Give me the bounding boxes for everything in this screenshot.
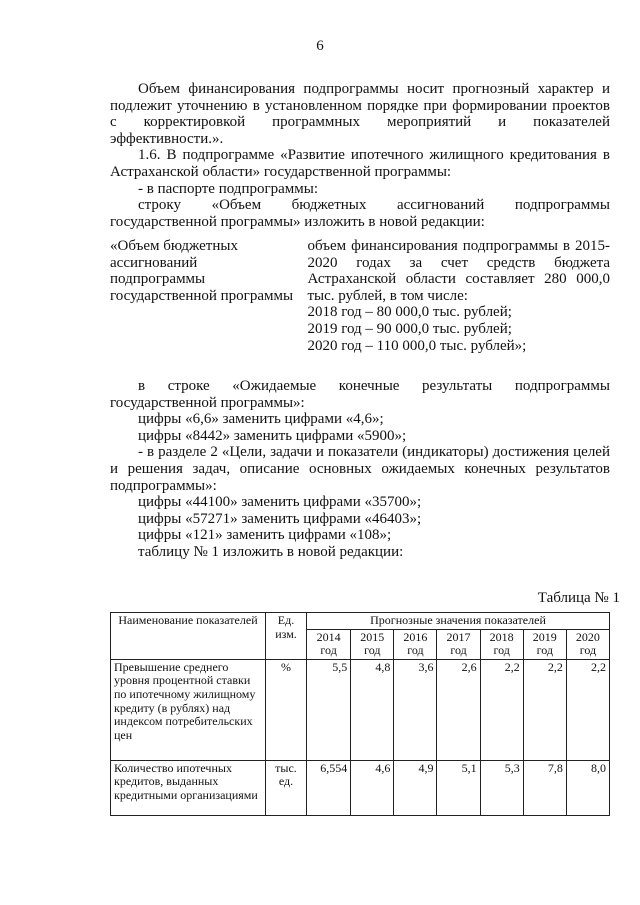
table-row [111, 760, 610, 815]
header-year: 2016 год [394, 629, 437, 659]
passport-value-2018: 2018 год – 80 000,0 тыс. рублей; [307, 304, 512, 321]
paragraph-table-instruction: таблицу № 1 изложить в новой редакции: [138, 543, 404, 560]
paragraph-expected-results: в строке «Ожидаемые конечные результаты подпрограммы государственной программы»: [110, 378, 610, 411]
header-year: 2014 год [307, 629, 351, 659]
paragraph-financing-note: Объем финансирования подпрограммы носит прогнозный характер и подлежит уточнению в установленном порядке при формировании проектов с корректировкой программных мероприятий и показателей эффективности.». [110, 81, 610, 147]
row-value: 8,0 [566, 760, 609, 815]
passport-value-main: объем финансирования подпрограммы в 2015-2020 годах за счет средств бюджета Астраханской области составляет 280 000,0 тыс. рублей, в том числе: [307, 238, 610, 304]
paragraph-replace-3: цифры «44100» заменить цифрами «35700»; [138, 494, 422, 511]
header-forecast: Прогнозные значения показателей [307, 613, 610, 630]
paragraph-1-6: 1.6. В подпрограмме «Развитие ипотечного жилищного кредитования в Астраханской области» государственной программы: [110, 147, 610, 180]
header-year: 2019 год [523, 629, 566, 659]
row-unit: тыс. ед. [266, 760, 307, 815]
row-value: 2,6 [437, 659, 480, 760]
row-unit: % [266, 659, 307, 760]
row-value: 4,8 [351, 659, 394, 760]
table-caption: Таблица № 1 [537, 590, 620, 606]
paragraph-replace-5: цифры «121» заменить цифрами «108»; [138, 527, 392, 544]
passport-row [110, 238, 610, 354]
paragraph-replace-4: цифры «57271» заменить цифрами «46403»; [138, 510, 422, 527]
paragraph-passport: - в паспорте подпрограммы: [138, 180, 319, 197]
header-unit: Ед. изм. [266, 613, 307, 660]
row-value: 7,8 [523, 760, 566, 815]
row-value: 6,554 [307, 760, 351, 815]
passport-value-2019: 2019 год – 90 000,0 тыс. рублей; [307, 320, 512, 337]
header-year: 2015 год [351, 629, 394, 659]
row-value: 2,2 [523, 659, 566, 760]
indicators-table [110, 612, 610, 816]
page-number: 6 [316, 38, 324, 54]
paragraph-replace-1: цифры «6,6» заменить цифрами «4,6»; [138, 411, 384, 428]
row-value: 4,9 [394, 760, 437, 815]
header-year: 2020 год [566, 629, 609, 659]
row-value: 2,2 [566, 659, 609, 760]
passport-row-value [295, 238, 610, 354]
row-value: 5,3 [480, 760, 523, 815]
header-year: 2018 год [480, 629, 523, 659]
table-header-row [111, 613, 610, 630]
row-value: 2,2 [480, 659, 523, 760]
paragraph-replace-2: цифры «8442» заменить цифрами «5900»; [138, 427, 407, 444]
table-row [111, 659, 610, 760]
top-text [110, 81, 610, 230]
row-name: Количество ипотечных кредитов, выданных кредитными организациями [111, 760, 266, 815]
row-value: 3,6 [394, 659, 437, 760]
header-year: 2017 год [437, 629, 480, 659]
paragraph-budget-row: строку «Объем бюджетных ассигнований подпрограммы государственной программы» изложить в новой редакции: [110, 197, 610, 230]
passport-row-label: «Объем бюджетных ассигнований подпрограммы государственной программы [110, 238, 294, 304]
passport-value-2020: 2020 год – 110 000,0 тыс. рублей»; [307, 337, 527, 354]
row-value: 5,1 [437, 760, 480, 815]
row-value: 4,6 [351, 760, 394, 815]
row-name: Превышение среднего уровня процентной ставки по ипотечному жилищному кредиту (в рублях) над индексом потребительских цен [111, 659, 266, 760]
row-value: 5,5 [307, 659, 351, 760]
header-name: Наименование показателей [111, 613, 266, 660]
paragraph-section-2: - в разделе 2 «Цели, задачи и показатели (индикаторы) достижения целей и решения задач, описание основных ожидаемых конечных результатов подпрограммы»: [110, 444, 610, 494]
mid-text [110, 378, 610, 561]
